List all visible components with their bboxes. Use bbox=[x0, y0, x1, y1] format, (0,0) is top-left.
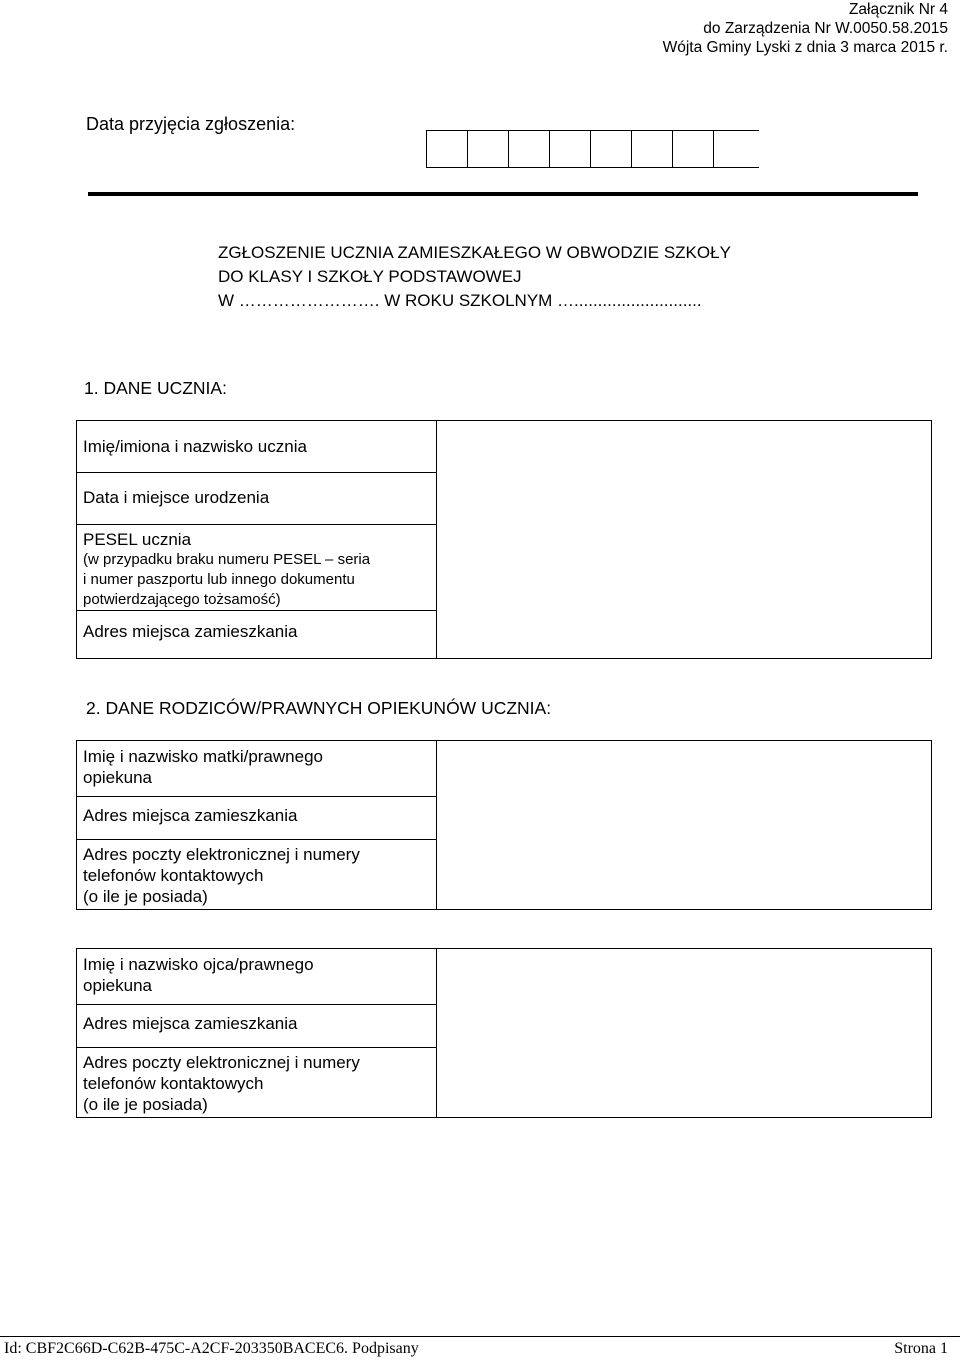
student-pesel-label-cell bbox=[77, 525, 437, 611]
date-box[interactable] bbox=[590, 131, 631, 167]
student-birth-label: Data i miejsce urodzenia bbox=[83, 488, 270, 507]
father-address-label-cell bbox=[77, 1005, 437, 1048]
student-pesel-label: PESEL ucznia bbox=[83, 530, 192, 549]
father-contact-label-3: (o ile je posiada) bbox=[83, 1095, 208, 1114]
father-contact-label-2: telefonów kontaktowych bbox=[83, 1074, 264, 1093]
date-box[interactable] bbox=[672, 131, 713, 167]
header-line-1: Załącznik Nr 4 bbox=[848, 1, 948, 18]
mother-name-label-cell bbox=[77, 741, 437, 797]
mother-data-value-cell[interactable] bbox=[437, 741, 932, 910]
mother-contact-label-2: telefonów kontaktowych bbox=[83, 866, 264, 885]
header-annex-note bbox=[663, 0, 948, 57]
mother-contact-label-cell bbox=[77, 840, 437, 910]
footer-document-id: Id: CBF2C66D-C62B-475C-A2CF-203350BACEC6. Podpisany bbox=[4, 1340, 419, 1357]
mother-address-label-cell bbox=[77, 797, 437, 840]
section-1-heading: 1. DANE UCZNIA: bbox=[84, 378, 227, 398]
mother-contact-label-3: (o ile je posiada) bbox=[83, 887, 208, 906]
father-address-label: Adres miejsca zamieszkania bbox=[83, 1014, 298, 1033]
father-name-label-1: Imię i nazwisko ojca/prawnego bbox=[83, 955, 314, 974]
footer-rule bbox=[0, 1336, 960, 1337]
date-box[interactable] bbox=[508, 131, 549, 167]
date-box[interactable] bbox=[426, 131, 467, 167]
date-box[interactable] bbox=[713, 131, 759, 167]
header-line-2: do Zarządzenia Nr W.0050.58.2015 bbox=[703, 20, 948, 37]
footer-page-number: Strona 1 bbox=[894, 1340, 948, 1357]
student-data-table bbox=[76, 420, 932, 659]
mother-name-label-1: Imię i nazwisko matki/prawnego bbox=[83, 747, 323, 766]
student-pesel-note-1: (w przypadku braku numeru PESEL – seria bbox=[83, 551, 371, 568]
mother-name-label-2: opiekuna bbox=[83, 768, 153, 787]
section-divider bbox=[88, 192, 918, 196]
mother-data-table bbox=[76, 740, 932, 910]
student-pesel-note-2: i numer paszportu lub innego dokumentu bbox=[83, 571, 355, 588]
acceptance-date-label: Data przyjęcia zgłoszenia: bbox=[86, 114, 296, 134]
student-address-label-cell bbox=[77, 611, 437, 659]
form-title bbox=[218, 241, 731, 313]
student-name-label-cell bbox=[77, 421, 437, 473]
father-name-label-cell bbox=[77, 949, 437, 1005]
mother-address-label: Adres miejsca zamieszkania bbox=[83, 806, 298, 825]
mother-contact-label-1: Adres poczty elektronicznej i numery bbox=[83, 845, 360, 864]
student-data-value-cell[interactable] bbox=[437, 421, 932, 659]
father-data-value-cell[interactable] bbox=[437, 949, 932, 1118]
father-name-label-2: opiekuna bbox=[83, 976, 153, 995]
student-name-label: Imię/imiona i nazwisko ucznia bbox=[83, 437, 307, 456]
form-title-line-2: DO KLASY I SZKOŁY PODSTAWOWEJ bbox=[218, 267, 522, 286]
section-2-heading: 2. DANE RODZICÓW/PRAWNYCH OPIEKUNÓW UCZNIA: bbox=[86, 698, 552, 718]
form-title-line-1: ZGŁOSZENIE UCZNIA ZAMIESZKAŁEGO W OBWODZIE SZKOŁY bbox=[218, 243, 731, 262]
form-title-line-3: W ……………………. W ROKU SZKOLNYM …........................... bbox=[218, 291, 702, 310]
father-contact-label-cell bbox=[77, 1048, 437, 1118]
student-birth-label-cell bbox=[77, 473, 437, 525]
student-pesel-note-3: potwierdzającego tożsamość) bbox=[83, 591, 281, 608]
acceptance-date-boxes[interactable] bbox=[426, 130, 759, 168]
date-box[interactable] bbox=[549, 131, 590, 167]
student-address-label: Adres miejsca zamieszkania bbox=[83, 622, 298, 641]
date-box[interactable] bbox=[631, 131, 672, 167]
father-contact-label-1: Adres poczty elektronicznej i numery bbox=[83, 1053, 360, 1072]
header-line-3: Wójta Gminy Lyski z dnia 3 marca 2015 r. bbox=[662, 39, 948, 56]
father-data-table bbox=[76, 948, 932, 1118]
date-box[interactable] bbox=[467, 131, 508, 167]
